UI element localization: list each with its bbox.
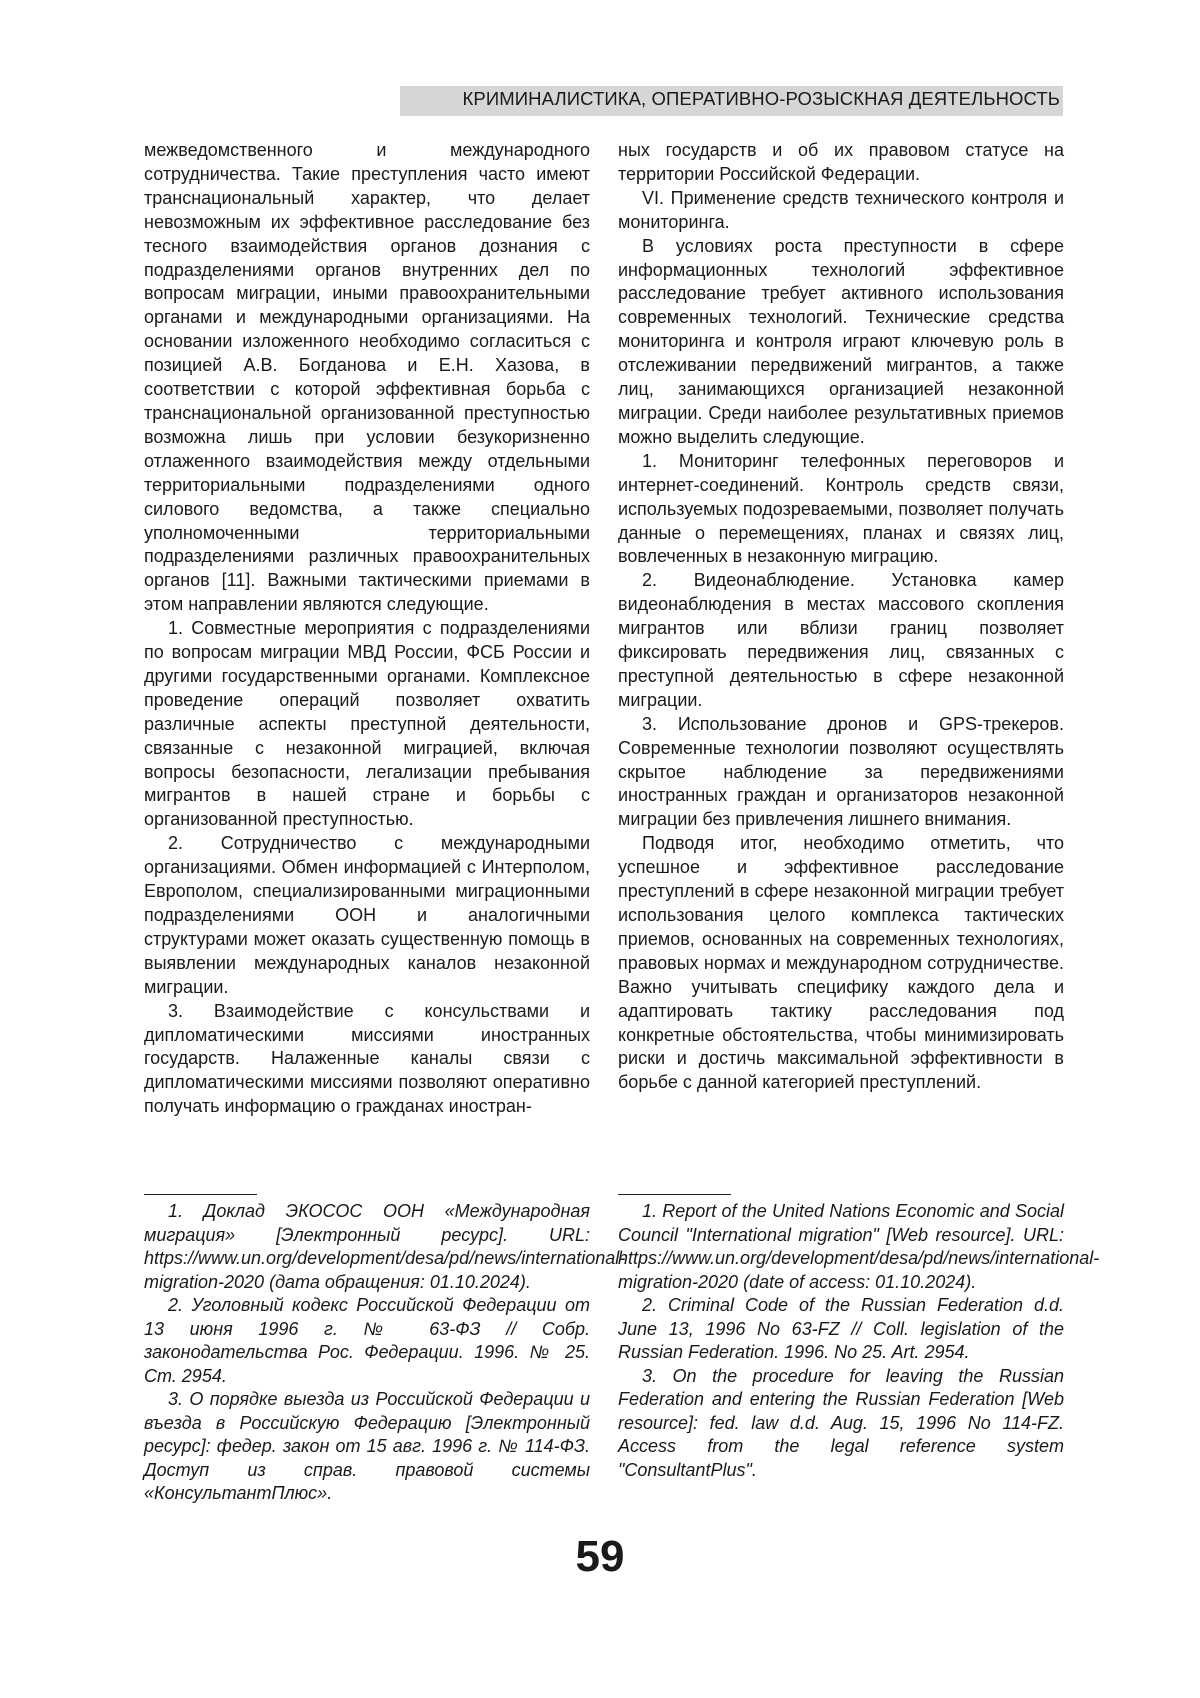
paragraph: 2. Видеонаблюдение. Установка камер видеонаблюдения в местах массового скопления мигрантов или вблизи границ позволяет фиксировать передвижения лиц, связанных с преступной деятельностью в сфере незаконной миграции. (618, 570, 1064, 710)
paragraph: ных государств и об их правовом статусе на территории Российской Федерации. (618, 140, 1064, 184)
footnote: 1. Report of the United Nations Economic and Social Council "International migration" [Web resource]. URL: https://www.un.org/development/desa/pd/news/international-migration-2020 (date of access: 01.10.2024). (618, 1201, 1100, 1292)
footnotes-russian (144, 1200, 626, 1506)
footnote: 1. Доклад ЭКОСОС ООН «Международная миграция» [Электронный ресурс]. URL: https://www.un.org/development/desa/pd/news/international-migration-2020 (дата обращения: 01.10.2024). (144, 1201, 626, 1292)
paragraph: 2. Сотрудничество с международными организациями. Обмен информацией с Интерполом, Европолом, специализированными миграционными подразделениями ООН и аналогичными структурами может оказать существенную помощь в выявлении международных каналов незаконной миграции. (144, 833, 590, 997)
paragraph: В условиях роста преступности в сфере информационных технологий эффективное расследование требует активного использования современных технологий. Технические средства мониторинга и контроля играют ключевую роль в отслеживании передвижений мигрантов, а также лиц, занимающихся организацией незаконной миграции. Среди наиболее результативных приемов можно выделить следующие. (618, 235, 1064, 447)
paragraph: 1. Мониторинг телефонных переговоров и интернет-соединений. Контроль средств связи, используемых подозреваемыми, позволяет получать данные о перемещениях, планах и связях лиц, вовлеченных в незаконную миграцию. (618, 450, 1064, 567)
paragraph: 3. Взаимодействие с консульствами и дипломатическими миссиями иностранных государств. Налаженные каналы связи с дипломатическими миссиями позволяют оперативно получать информацию о гражданах иностран- (144, 1000, 590, 1117)
right-column (618, 139, 1064, 1095)
paragraph: VI. Применение средств технического контроля и мониторинга. (618, 187, 1064, 232)
footnote: 2. Criminal Code of the Russian Federation d.d. June 13, 1996 No 63-FZ // Coll. legislation of the Russian Federation. 1996. No 25. Art. 2954. (618, 1295, 1064, 1362)
footnote: 3. О порядке выезда из Российской Федерации и въезда в Российскую Федерацию [Электронный ресурс]: федер. закон от 15 авг. 1996 г. № 114-ФЗ. Доступ из справ. правовой системы «КонсультантПлюс». (144, 1389, 590, 1503)
footnote: 3. On the procedure for leaving the Russian Federation and entering the Russian Federation [Web resource]: fed. law d.d. Aug. 15, 1996 No 114-FZ. Access from the legal reference system "ConsultantPlus". (618, 1365, 1064, 1480)
left-column (144, 139, 590, 1119)
paragraph: 3. Использование дронов и GPS-трекеров. Современные технологии позволяют осуществлять скрытое наблюдение за передвижениями иностранных граждан и организаторов незаконной миграции без привлечения лишнего внимания. (618, 713, 1064, 830)
footnote-divider (618, 1194, 731, 1195)
footnotes-english (618, 1200, 1100, 1482)
paragraph: межведомственного и международного сотрудничества. Такие преступления часто имеют транснациональный характер, что делает невозможным их эффективное расследование без тесного взаимодействия органов дознания с подразделениями органов внутренних дел по вопросам миграции, иными правоохранительными органами и международными организациями. На основании изложенного необходимо согласиться с позицией А.В. Богданова и Е.Н. Хазова, в соответствии с которой эффективная борьба с транснациональной организованной преступностью возможна лишь при условии безукоризненно отлаженного взаимодействия между отдельными территориальными подразделениями одного силового ведомства, а также специально уполномоченными территориальными подразделениями различных правоохранительных органов [11]. Важными тактическими приемами в этом направлении являются следующие. (144, 140, 590, 615)
footnote: 2. Уголовный кодекс Российской Федерации от 13 июня 1996 г. № 63-ФЗ // Собр. законодательства Рос. Федерации. 1996. № 25. Ст. 2954. (144, 1295, 590, 1386)
paragraph: Подводя итог, необходимо отметить, что успешное и эффективное расследование преступлений в сфере незаконной миграции требует использования целого комплекса тактических приемов, основанных на современных технологиях, правовых нормах и международном сотрудничестве. Важно учитывать специфику каждого дела и адаптировать тактику расследования под конкретные обстоятельства, чтобы минимизировать риски и достичь максимальной эффективности в борьбе с данной категорией преступлений. (618, 833, 1064, 1093)
paragraph: 1. Совместные мероприятия с подразделениями по вопросам миграции МВД России, ФСБ России и другими государственными органами. Комплексное проведение операций позволяет охватить различные аспекты преступной деятельности, связанные с незаконной миграцией, включая вопросы безопасности, легализации пребывания мигрантов в нашей стране и борьбы с организованной преступностью. (144, 618, 590, 830)
page-number: 59 (575, 1532, 625, 1581)
section-title: КРИМИНАЛИСТИКА, ОПЕРАТИВНО-РОЗЫСКНАЯ ДЕЯТЕЛЬНОСТЬ (462, 88, 1060, 109)
footnote-divider (144, 1194, 257, 1195)
